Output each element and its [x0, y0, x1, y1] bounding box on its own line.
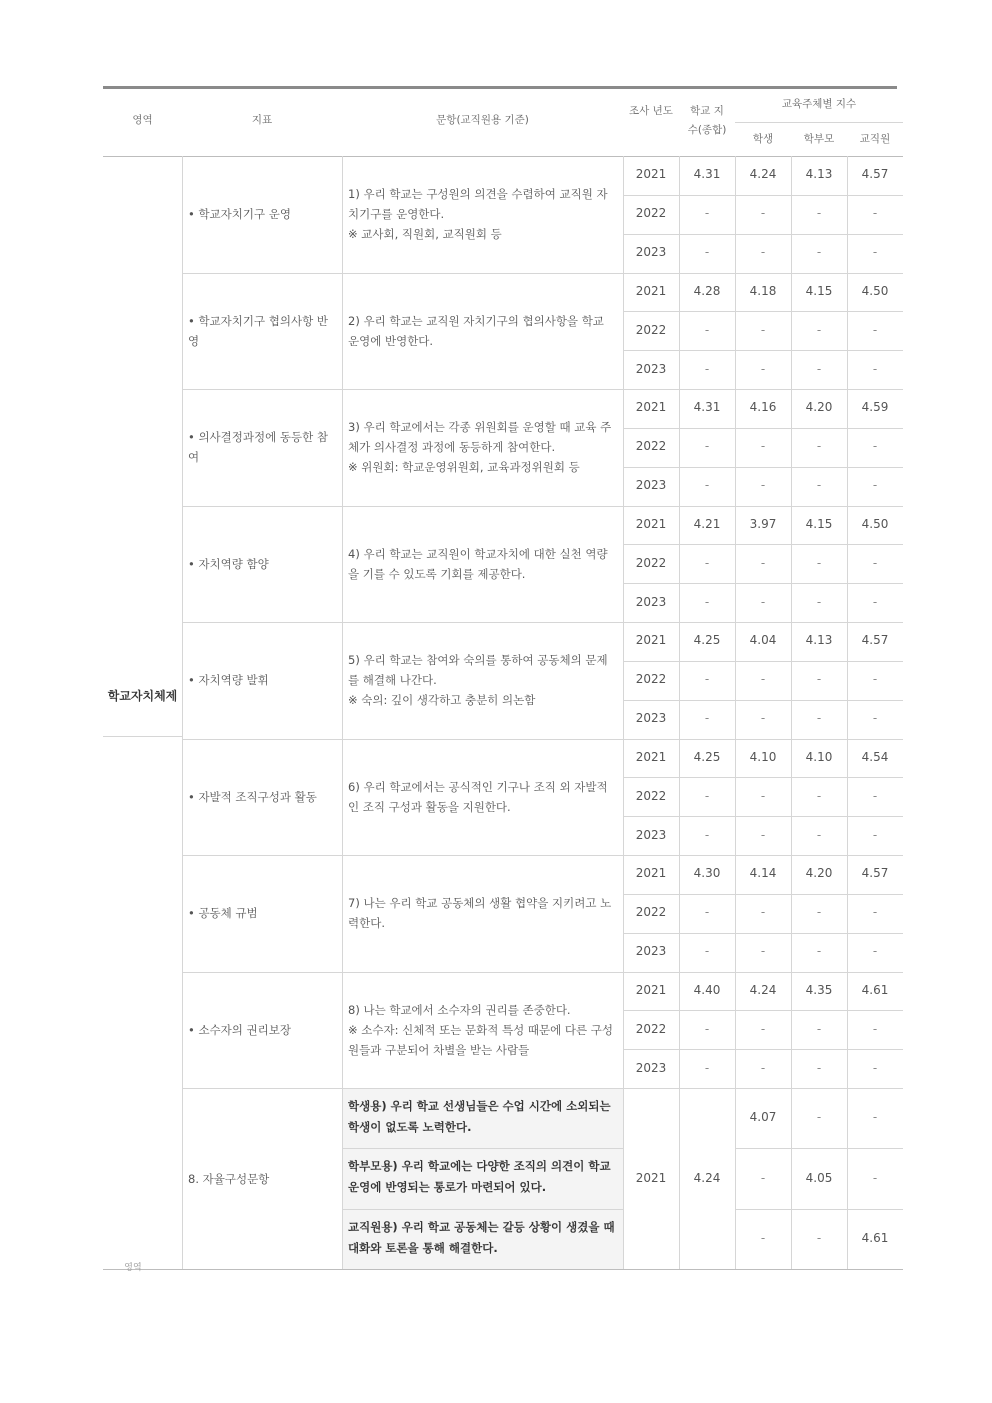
student-index-cell: -: [760, 788, 766, 803]
header-item: 문항(교직원용 기준): [436, 114, 529, 126]
sub-rule: [342, 1209, 623, 1210]
student-index-cell: -: [760, 245, 766, 260]
indicator-label: • 소수자의 권리보장: [188, 1022, 291, 1037]
school-index-cell: -: [704, 361, 710, 376]
staff-index-cell: -: [872, 827, 878, 842]
school-index-cell: -: [704, 322, 710, 337]
staff-index-cell: 4.59: [861, 400, 889, 415]
year-cell: 2021: [635, 982, 667, 997]
item-text: 6) 우리 학교에서는 공식적인 기구나 조직 외 자발적인 조직 구성과 활동을 지원한다.: [348, 779, 608, 814]
sub-rule: [342, 1148, 623, 1149]
year-cell: 2023: [635, 594, 667, 609]
staff-index-cell: -: [872, 439, 878, 454]
sub-rule: [735, 1209, 903, 1210]
item-text: 4) 우리 학교는 교직원이 학교자치에 대한 실천 역량을 기를 수 있도록 기회를 제공한다.: [348, 546, 608, 581]
school-index-cell: 4.30: [693, 866, 721, 881]
year-cell: 2022: [635, 788, 667, 803]
header-student: 학생: [752, 133, 774, 145]
parent-index-cell: 4.35: [805, 982, 833, 997]
student-index-cell: -: [760, 827, 766, 842]
indicator-col-rule: [342, 1088, 343, 1269]
student-index-cell: 4.14: [749, 866, 777, 881]
year-cell: 2022: [635, 905, 667, 920]
student-index-cell: -: [760, 555, 766, 570]
staff-index-cell: 4.61: [861, 982, 889, 997]
year-cell: 2023: [635, 711, 667, 726]
indicator-col-rule: [342, 739, 343, 856]
indicator-col-rule: [342, 156, 343, 273]
parent-index-cell: 4.13: [805, 633, 833, 648]
sub-rule: [623, 350, 903, 351]
footer-area-label: 영역: [124, 1263, 142, 1273]
sub-rule: [623, 777, 903, 778]
parent-index-cell: -: [816, 711, 822, 726]
sub-rule: [623, 195, 903, 196]
school-index-cell: 4.21: [693, 516, 721, 531]
parent-index-cell: 4.13: [805, 167, 833, 182]
year-cell: 2022: [635, 439, 667, 454]
student-index-cell: -: [760, 594, 766, 609]
sub-rule: [623, 234, 903, 235]
header-group-rule: [735, 122, 903, 123]
staff-index-cell: -: [872, 1060, 878, 1075]
student-index-cell: -: [760, 1021, 766, 1036]
school-index-cell: -: [704, 672, 710, 687]
school-index-cell: -: [704, 1021, 710, 1036]
parent-index-cell: -: [816, 439, 822, 454]
header-staff: 교직원: [859, 133, 891, 145]
parent-index-cell: 4.20: [805, 400, 833, 415]
parent-index-cell: -: [816, 361, 822, 376]
sub-rule: [623, 1049, 903, 1050]
parent-index-cell: -: [816, 944, 822, 959]
indicator-label: • 자치역량 함양: [188, 556, 269, 571]
year-cell: 2021: [635, 633, 667, 648]
staff-index-cell: 4.54: [861, 749, 889, 764]
school-index-cell: -: [704, 245, 710, 260]
indicator-label: • 자발적 조직구성과 활동: [188, 789, 317, 804]
item-text: 5) 우리 학교는 참여와 숙의를 통하여 공동체의 문제를 해결해 나간다. ※ 숙의: 깊이 생각하고 충분히 의논함: [348, 653, 608, 708]
student-index-cell: 4.07: [749, 1110, 777, 1125]
area-split-rule: [103, 736, 182, 737]
table-bottom-rule: [103, 1269, 903, 1270]
student-index-cell: -: [760, 1170, 766, 1185]
header-year: 조사 년도: [629, 105, 673, 117]
year-cell: 2022: [635, 555, 667, 570]
year-cell: 2021: [635, 749, 667, 764]
year-cell: 2023: [635, 827, 667, 842]
parent-index-cell: 4.15: [805, 283, 833, 298]
student-index-cell: -: [760, 672, 766, 687]
indicator-col-rule: [342, 506, 343, 623]
student-index-cell: 3.97: [749, 516, 777, 531]
year-cell: 2022: [635, 1021, 667, 1036]
school-index-cell: -: [704, 788, 710, 803]
parent-index-cell: -: [816, 827, 822, 842]
staff-index-cell: 4.57: [861, 633, 889, 648]
custom-year-cell: 2021: [635, 1170, 667, 1185]
custom-indicator-label: 8. 자율구성문항: [188, 1171, 270, 1186]
student-index-cell: 4.24: [749, 982, 777, 997]
school-index-cell: -: [704, 827, 710, 842]
item-text: 2) 우리 학교는 교직원 자치기구의 협의사항을 학교 운영에 반영한다.: [348, 313, 608, 348]
parent-index-cell: -: [816, 245, 822, 260]
parent-index-cell: -: [816, 1060, 822, 1075]
sub-rule: [623, 894, 903, 895]
sub-rule: [735, 1148, 903, 1149]
staff-index-cell: 4.50: [861, 516, 889, 531]
header-school-index: 학교 지수(종합): [687, 105, 727, 136]
school-index-cell: 4.28: [693, 283, 721, 298]
year-cell: 2022: [635, 322, 667, 337]
student-index-cell: 4.18: [749, 283, 777, 298]
sub-rule: [623, 816, 903, 817]
staff-index-cell: -: [872, 1110, 878, 1125]
indicator-col-rule: [342, 389, 343, 506]
staff-index-cell: -: [872, 555, 878, 570]
student-index-cell: 4.16: [749, 400, 777, 415]
staff-index-cell: -: [872, 478, 878, 493]
school-index-cell: -: [704, 1060, 710, 1075]
survey-table: [103, 86, 903, 1273]
sub-rule: [623, 1010, 903, 1011]
custom-school-index-cell: 4.24: [693, 1170, 721, 1185]
indicator-col-rule: [342, 972, 343, 1089]
sub-rule: [623, 933, 903, 934]
school-index-cell: -: [704, 439, 710, 454]
student-index-cell: -: [760, 439, 766, 454]
student-index-cell: -: [760, 1060, 766, 1075]
parent-index-cell: 4.20: [805, 866, 833, 881]
header-group: 교육주체별 지수: [781, 98, 857, 110]
student-index-cell: -: [760, 478, 766, 493]
indicator-col-rule: [342, 855, 343, 972]
year-cell: 2021: [635, 283, 667, 298]
indicator-label: • 자치역량 발휘: [188, 673, 269, 688]
year-cell: 2021: [635, 516, 667, 531]
parent-index-cell: -: [816, 672, 822, 687]
sub-rule: [623, 583, 903, 584]
table-top-rule: [103, 86, 897, 89]
school-index-cell: -: [704, 206, 710, 221]
parent-index-cell: 4.10: [805, 749, 833, 764]
school-index-cell: 4.31: [693, 400, 721, 415]
parent-index-cell: -: [816, 206, 822, 221]
item-text: 8) 나는 학교에서 소수자의 권리를 존중한다. ※ 소수자: 신체적 또는 문화적 특성 때문에 다른 구성원들과 구분되어 차별을 받는 사람들: [348, 1002, 613, 1057]
year-cell: 2022: [635, 672, 667, 687]
parent-index-cell: -: [816, 1230, 822, 1245]
indicator-label: • 학교자치기구 운영: [188, 207, 291, 222]
staff-index-cell: -: [872, 905, 878, 920]
staff-index-cell: -: [872, 1170, 878, 1185]
year-cell: 2023: [635, 361, 667, 376]
sub-rule: [623, 700, 903, 701]
indicator-col-rule: [342, 273, 343, 390]
student-index-cell: -: [760, 206, 766, 221]
custom-item-text: 학생용) 우리 학교 선생님들은 수업 시간에 소외되는 학생이 없도록 노력한다.: [348, 1099, 611, 1134]
student-index-cell: 4.04: [749, 633, 777, 648]
student-index-cell: -: [760, 361, 766, 376]
sub-rule: [623, 311, 903, 312]
student-index-cell: -: [760, 905, 766, 920]
indicator-label: • 공동체 규범: [188, 906, 258, 921]
year-cell: 2023: [635, 944, 667, 959]
year-cell: 2021: [635, 866, 667, 881]
year-cell: 2023: [635, 478, 667, 493]
staff-index-cell: 4.57: [861, 167, 889, 182]
staff-index-cell: -: [872, 788, 878, 803]
school-index-cell: -: [704, 905, 710, 920]
indicator-label: • 의사결정과정에 동등한 참여: [188, 430, 328, 465]
sub-rule: [623, 428, 903, 429]
school-index-cell: 4.25: [693, 633, 721, 648]
student-index-cell: -: [760, 711, 766, 726]
staff-index-cell: 4.57: [861, 866, 889, 881]
header-area: 영역: [132, 114, 153, 126]
sub-rule: [623, 661, 903, 662]
staff-index-cell: -: [872, 1021, 878, 1036]
item-text: 1) 우리 학교는 구성원의 의견을 수렴하여 교직원 자치기구를 운영한다. ※ 교사회, 직원회, 교직원회 등: [348, 187, 608, 242]
area-label: 학교자치체제: [107, 689, 178, 703]
school-index-cell: -: [704, 594, 710, 609]
year-cell: 2023: [635, 1060, 667, 1075]
student-index-cell: -: [760, 322, 766, 337]
area-col-rule: [182, 156, 183, 1269]
item-text: 3) 우리 학교에서는 각종 위원회를 운영할 때 교육 주체가 의사결정 과정에 동등하게 참여한다. ※ 위원회: 학교운영위원회, 교육과정위원회 등: [348, 420, 612, 475]
parent-index-cell: -: [816, 905, 822, 920]
parent-index-cell: -: [816, 1110, 822, 1125]
custom-item-text: 교직원용) 우리 학교 공동체는 갈등 상황이 생겼을 때 대화와 토론을 통해 해결한다.: [348, 1219, 615, 1255]
parent-index-cell: 4.05: [805, 1170, 833, 1185]
student-index-cell: 4.24: [749, 167, 777, 182]
staff-index-cell: -: [872, 944, 878, 959]
year-cell: 2021: [635, 400, 667, 415]
school-index-cell: -: [704, 944, 710, 959]
staff-index-cell: -: [872, 245, 878, 260]
staff-index-cell: -: [872, 672, 878, 687]
parent-index-cell: -: [816, 555, 822, 570]
parent-index-cell: 4.15: [805, 516, 833, 531]
parent-index-cell: -: [816, 594, 822, 609]
student-index-cell: 4.10: [749, 749, 777, 764]
parent-index-cell: -: [816, 788, 822, 803]
school-index-cell: -: [704, 478, 710, 493]
header-parent: 학부모: [803, 133, 835, 145]
student-index-cell: -: [760, 944, 766, 959]
school-index-cell: 4.31: [693, 167, 721, 182]
school-index-cell: -: [704, 711, 710, 726]
staff-index-cell: -: [872, 711, 878, 726]
parent-index-cell: -: [816, 1021, 822, 1036]
staff-index-cell: -: [872, 206, 878, 221]
staff-index-cell: -: [872, 594, 878, 609]
indicator-label: • 학교자치기구 협의사항 반영: [188, 313, 328, 348]
custom-item-text: 학부모용) 우리 학교에는 다양한 조직의 의견이 학교 운영에 반영되는 통로가 마련되어 있다.: [348, 1159, 611, 1195]
school-index-cell: 4.25: [693, 749, 721, 764]
staff-index-cell: -: [872, 361, 878, 376]
parent-index-cell: -: [816, 322, 822, 337]
school-index-cell: 4.40: [693, 982, 721, 997]
staff-index-cell: 4.50: [861, 283, 889, 298]
school-index-cell: -: [704, 555, 710, 570]
year-cell: 2023: [635, 245, 667, 260]
item-text: 7) 나는 우리 학교 공동체의 생활 협약을 지키려고 노력한다.: [348, 896, 612, 931]
staff-index-cell: -: [872, 322, 878, 337]
student-index-cell: -: [760, 1230, 766, 1245]
indicator-col-rule: [342, 622, 343, 739]
header-indicator: 지표: [251, 114, 273, 126]
year-cell: 2021: [635, 167, 667, 182]
staff-index-cell: 4.61: [861, 1230, 889, 1245]
sub-rule: [623, 467, 903, 468]
sub-rule: [623, 544, 903, 545]
year-cell: 2022: [635, 206, 667, 221]
parent-index-cell: -: [816, 478, 822, 493]
